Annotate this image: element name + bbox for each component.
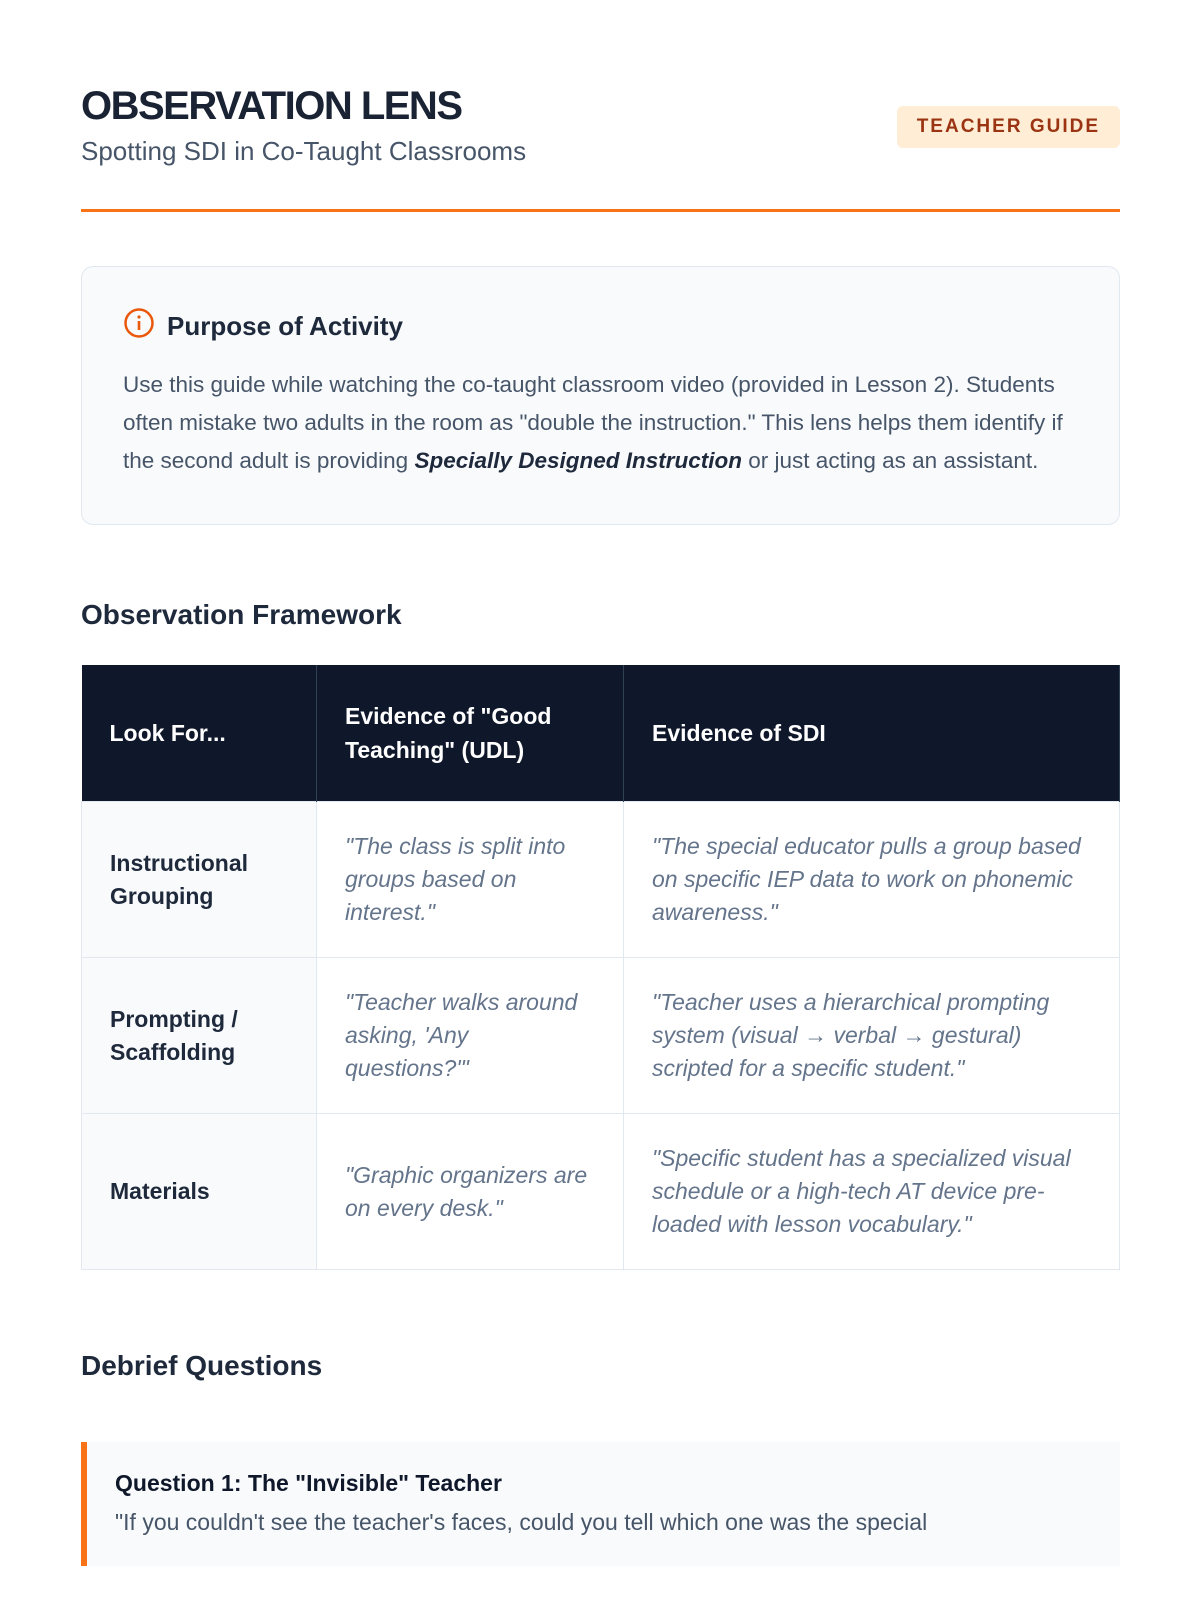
page-title: OBSERVATION LENS <box>81 84 462 128</box>
teacher-guide-badge: TEACHER GUIDE <box>897 106 1120 148</box>
purpose-text-part: Use this guide while watching the co-taught classroom video (provided in Lesson 2). Students often mistake two adults in the room as "double the instruction." This lens helps them identify if the second adult is providing <box>123 372 1063 473</box>
table-row <box>82 958 1120 1114</box>
sdi-cell: "Specific student has a specialized visual schedule or a high-tech AT device pre-loaded with lesson vocabulary." <box>624 1114 1120 1270</box>
question-text: "If you couldn't see the teacher's faces, could you tell which one was the special <box>115 1509 928 1535</box>
page-subtitle: Spotting SDI in Co-Taught Classrooms <box>81 136 527 166</box>
udl-cell: "Graphic organizers are on every desk." <box>317 1114 624 1270</box>
observation-table <box>81 665 1120 1270</box>
debrief-heading: Debrief Questions <box>81 1350 323 1381</box>
sdi-cell: "The special educator pulls a group based on specific IEP data to work on phonemic awareness." <box>624 802 1120 958</box>
purpose-heading: Purpose of Activity <box>167 311 403 341</box>
question-title: Question 1: The "Invisible" Teacher <box>115 1470 502 1496</box>
udl-cell: "Teacher walks around asking, 'Any questions?'" <box>317 958 624 1114</box>
look-for-cell: Materials <box>82 1114 317 1270</box>
look-for-cell: Instructional Grouping <box>82 802 317 958</box>
sdi-cell: "Teacher uses a hierarchical prompting system (visual → verbal → gestural) scripted for a specific student." <box>624 958 1120 1114</box>
purpose-card <box>81 266 1120 525</box>
column-header: Look For... <box>82 665 317 802</box>
column-header: Evidence of SDI <box>624 665 1120 802</box>
look-for-cell: Prompting / Scaffolding <box>82 958 317 1114</box>
column-header: Evidence of "Good Teaching" (UDL) <box>317 665 624 802</box>
purpose-emphasis: Specially Designed Instruction <box>414 448 743 473</box>
purpose-text-part: or just acting as an assistant. <box>742 448 1039 473</box>
framework-heading: Observation Framework <box>81 599 402 630</box>
table-row <box>82 802 1120 958</box>
header <box>81 82 1120 212</box>
info-icon <box>123 307 155 346</box>
debrief-question <box>81 1442 1120 1566</box>
purpose-text <box>123 366 1079 480</box>
udl-cell: "The class is split into groups based on interest." <box>317 802 624 958</box>
table-row <box>82 1114 1120 1270</box>
